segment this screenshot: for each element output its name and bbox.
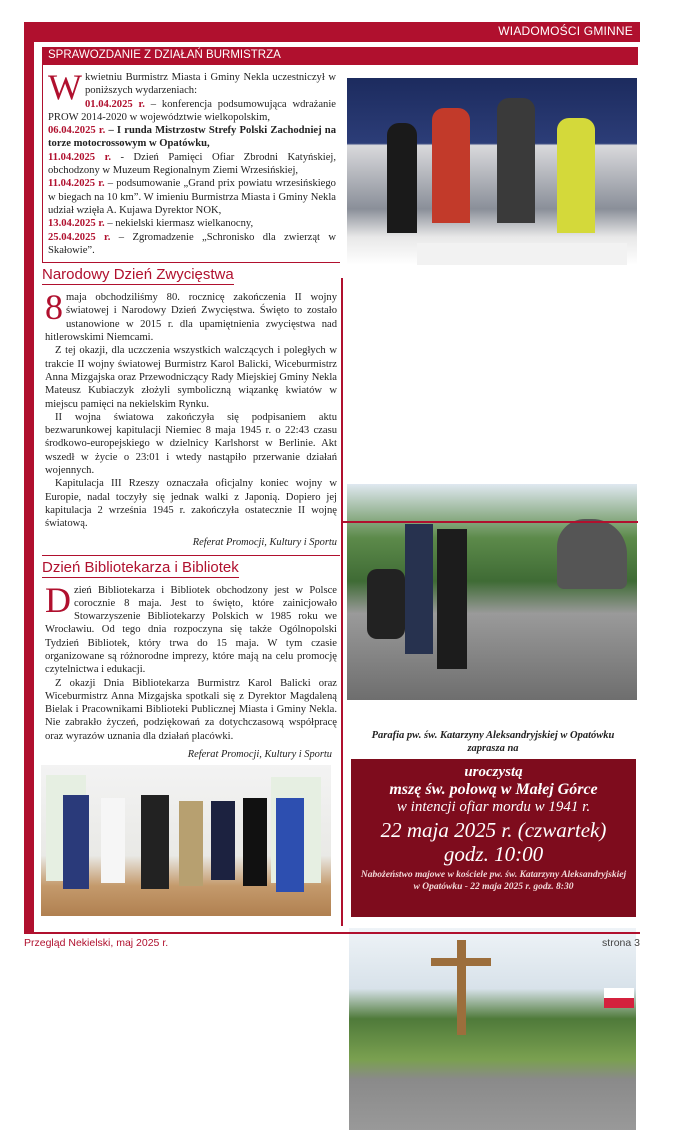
library-signature: Referat Promocji, Kultury i Sportu xyxy=(187,749,332,761)
section-divider xyxy=(342,521,638,523)
column-divider xyxy=(341,278,343,926)
memorial-wreath-photo xyxy=(347,484,637,700)
library-staff-photo xyxy=(41,765,331,916)
victory-signature: Referat Promocji, Kultury i Sportu xyxy=(192,536,337,548)
section-header: WIADOMOŚCI GMINNE xyxy=(498,24,633,38)
invitation-column xyxy=(346,729,640,917)
event-announcement: uroczystą mszę św. polową w Małej Górce w intencji ofiar mordu w 1941 r. 22 maja 2025 r. (czwartek) godz. 10:00 Nabożeństwo majowe w kościele pw. św. Katarzyny Aleksandryjskiej w Opatówku - 22 maja 2025 r. godz. 8:30 xyxy=(351,759,636,917)
motocross-podium-photo xyxy=(347,78,637,265)
drop-cap: 8 xyxy=(45,287,63,328)
library-text: Dzień Bibliotekarza i Bibliotek obchodzony jest w Polsce corocznie 8 maja. Jest to święto, które zainicjowało Stowarzyszenie Bibliotekarzy Polskich w 1985 roku we Wrocławiu. Od tego dnia rozpoczyna się także Ogólnopolski Tydzień Bibliotek, który trwa do 15 maja. W tym czasie organizowane są różnorodne imprezy, które mają na celu promocję czytelnictwa i edukacji. Z okazji Dnia Bibliotekarza Burmistrz Karol Balicki oraz Wiceburmistrz Anna Mizgajska spotkali się z Dyrektor Magdaleną Bielak i Pracownikami Biblioteki Publicznej Miasta i Gminy Nekla. Nie zabrakło życzeń, podziękowań za dotychczasową współpracę oraz wyrazów uznania dla działań placówki. xyxy=(45,579,337,742)
frame-left-bar xyxy=(24,22,34,934)
footer-publication: Przegląd Nekielski, maj 2025 r. xyxy=(24,937,169,949)
footer-page-number: strona 3 xyxy=(602,937,640,949)
library-section xyxy=(42,555,340,766)
report-title: SPRAWOZDANIE Z DZIAŁAŃ BURMISTRZA xyxy=(42,47,638,65)
drop-cap: W xyxy=(48,67,82,107)
victory-title: Narodowy Dzień Zwycięstwa xyxy=(42,266,234,284)
invitation-heading: Parafia pw. św. Katarzyny Aleksandryjskiej w Opatówku zaprasza na xyxy=(371,730,615,754)
left-column xyxy=(42,65,340,916)
footer-rule xyxy=(24,932,640,934)
victory-text: 8 maja obchodziliśmy 80. rocznicę zakończenia II wojny światowej i Narodowy Dzień Zwycięstwa. Święto to zostało ustanowione w 2015 r. dla upamiętnienia zwycięstwa nad hitlerowskimi Niemcami. Z tej okazji, dla uczczenia wszystkich walczących i poległych w trakcie II wojny światowej Burmistrz Karol Balicki, Wiceburmistrz Anna Mizgajska oraz Przewodniczący Rady Miejskiej Gminy Nekla Mateusz Kubiaczyk złożyli symboliczną wiązankę kwiatów w miejscu pamięci na nekielskim Rynku. II wojna światowa zakończyła się podpisaniem aktu bezwarunkowej kapitulacji Niemiec 8 maja 1945 r. o 22:43 czasu środkowo-europejskiego w dzielnicy Karlshorst w Berlinie. Akt wszedł w życie o 23:01 i wtedy nastąpiło przerwanie działań wojennych. Kapitulacja III Rzeszy oznaczała oficjalny koniec wojny w Europie, nadal toczyły się jednak walki z Japonią. Dopiero jej kapitulacja 2 września 1945 r. zakończyła ostatecznie II wojnę światową. xyxy=(45,287,337,530)
report-text: W kwietniu Burmistrz Miasta i Gminy Nekla uczestniczył w poniższych wydarzeniach: 01.04.2025 r. – konferencja podsumowująca wdrażanie PROW 2014-2020 w województwie wielkopolskim, 06.04.2025 r. – I runda Mistrzostw Strefy Polski Zachodniej na torze motocrossowym w Opatówku, 11.04.2025 r. - Dzień Pamięci Ofiar Zbrodni Katyńskiej, obchodzony w Muzeum Regionalnym Ziemi Wrzesińskiej, 11.04.2025 r. – podsumowanie „Grand prix powiatu wrzesińskiego w biegach na 10 km”. W imieniu Burmistrza Miasta i Gminy Nekla udział wzięła A. Kujawa Dyrektor NOK, 13.04.2025 r. – nekielski kiermasz wielkanocny, 25.04.2025 r. – Zgromadzenie „Schronisko dla zwierząt w Skałowie”. xyxy=(42,65,340,263)
memorial-cross-photo xyxy=(349,928,636,1130)
library-title: Dzień Bibliotekarza i Bibliotek xyxy=(42,558,239,576)
drop-cap: D xyxy=(45,579,71,620)
